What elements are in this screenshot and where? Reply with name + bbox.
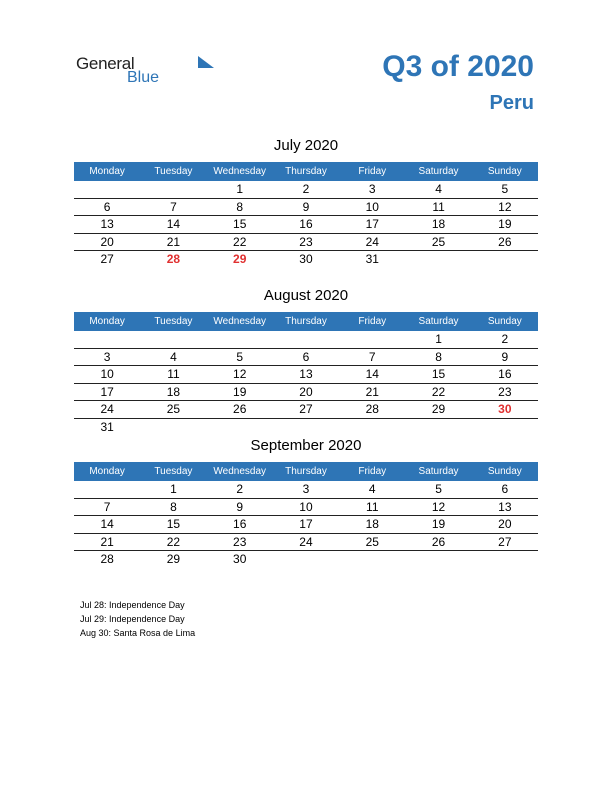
- holiday-note: Jul 28: Independence Day: [80, 600, 185, 610]
- day-cell: [405, 551, 471, 569]
- logo-word-general: General: [76, 54, 135, 73]
- weekday-label: Sunday: [487, 316, 522, 327]
- day-cell: 25: [166, 402, 181, 416]
- week-row: [74, 216, 538, 234]
- day-cell: 8: [435, 349, 442, 364]
- day-cell: 13: [498, 499, 512, 514]
- generalblue-logo: [76, 52, 176, 88]
- day-cell: 15: [166, 517, 181, 531]
- day-cell: 10: [299, 499, 313, 514]
- week-row: [74, 251, 538, 269]
- country-name: Peru: [489, 92, 534, 114]
- weekday-label: Thursday: [285, 166, 327, 177]
- day-cell: [140, 331, 206, 348]
- weekday-label: Friday: [358, 166, 387, 177]
- day-cell: 6: [103, 199, 111, 214]
- week-row: [74, 499, 538, 517]
- day-cell: 10: [100, 367, 114, 381]
- day-cell: 15: [233, 217, 247, 231]
- day-cell: [472, 419, 538, 437]
- page-title: Q3 of 2020: [382, 50, 534, 83]
- weekday-header: [74, 462, 538, 481]
- weekday-label: Saturday: [418, 316, 459, 327]
- day-cell: 6: [501, 482, 509, 496]
- weekday-header: [74, 312, 538, 331]
- day-cell: 12: [431, 499, 446, 514]
- week-row: [74, 331, 538, 349]
- weekday-label: Friday: [358, 466, 387, 477]
- day-cell: 4: [435, 182, 442, 196]
- day-cell: 31: [365, 252, 379, 266]
- day-cell: 16: [299, 217, 313, 231]
- weekday-label: Wednesday: [213, 166, 267, 177]
- day-cell: [273, 419, 339, 437]
- week-row: [74, 349, 538, 367]
- weekday-label: Sunday: [487, 166, 522, 177]
- holiday-note: Jul 29: Independence Day: [80, 614, 185, 624]
- day-cell: 7: [170, 199, 177, 214]
- day-cell: [339, 419, 405, 437]
- day-cell: [74, 181, 140, 198]
- day-cell: 22: [431, 384, 446, 399]
- day-cell: 5: [501, 182, 509, 196]
- day-cell: 1: [236, 182, 244, 196]
- day-cell: 3: [302, 482, 310, 496]
- day-cell: 17: [100, 384, 114, 399]
- day-cell: 4: [170, 349, 177, 364]
- holiday-day-cell: 29: [233, 252, 247, 266]
- day-cell: [74, 481, 140, 498]
- weekday-label: Tuesday: [154, 166, 193, 177]
- day-cell: 27: [100, 252, 114, 266]
- day-cell: 21: [166, 234, 181, 249]
- weekday-label: Thursday: [285, 466, 327, 477]
- day-cell: 15: [431, 367, 446, 381]
- day-cell: [207, 419, 273, 437]
- day-cell: 31: [100, 419, 114, 434]
- month-title: August 2020: [263, 287, 349, 304]
- day-cell: 1: [170, 482, 177, 496]
- month-title: September 2020: [250, 437, 362, 454]
- weekday-label: Saturday: [418, 166, 459, 177]
- day-cell: 5: [435, 482, 442, 496]
- day-cell: 9: [501, 349, 509, 364]
- holiday-day-cell: 28: [166, 252, 181, 266]
- holiday-notes: [80, 598, 195, 640]
- day-cell: 13: [299, 367, 313, 381]
- day-cell: 2: [302, 182, 310, 196]
- day-cell: 5: [236, 349, 244, 364]
- week-row: [74, 234, 538, 252]
- day-cell: [339, 331, 405, 348]
- day-cell: 9: [302, 199, 310, 214]
- day-cell: 18: [431, 217, 446, 231]
- weekday-label: Monday: [89, 316, 125, 327]
- day-cell: 22: [233, 234, 247, 249]
- day-cell: [207, 331, 273, 348]
- weekday-header: [74, 162, 538, 181]
- day-cell: 27: [498, 534, 512, 549]
- day-cell: 26: [233, 402, 247, 416]
- weekday-label: Monday: [89, 466, 125, 477]
- month-calendar: [74, 436, 538, 569]
- day-cell: 25: [365, 534, 379, 549]
- day-cell: 17: [299, 517, 313, 531]
- day-cell: 26: [431, 534, 446, 549]
- day-cell: 9: [236, 499, 244, 514]
- day-cell: 24: [299, 534, 313, 549]
- month-calendar: [74, 286, 538, 436]
- day-cell: 18: [365, 517, 379, 531]
- day-cell: 2: [501, 332, 509, 346]
- day-cell: [472, 551, 538, 569]
- day-cell: 14: [100, 517, 114, 531]
- weekday-label: Friday: [358, 316, 387, 327]
- day-cell: 30: [299, 252, 313, 266]
- holiday-day-cell: 30: [498, 402, 512, 416]
- day-cell: 7: [368, 349, 376, 364]
- week-row: [74, 481, 538, 499]
- day-cell: [472, 251, 538, 269]
- day-cell: 14: [166, 217, 181, 231]
- day-cell: 28: [365, 402, 379, 416]
- day-cell: 24: [365, 234, 379, 249]
- weekday-label: Monday: [89, 166, 125, 177]
- day-cell: 8: [236, 199, 244, 214]
- weekday-label: Sunday: [487, 466, 522, 477]
- day-cell: 1: [435, 332, 442, 346]
- day-cell: 21: [100, 534, 114, 549]
- day-cell: 11: [167, 367, 180, 381]
- day-cell: 23: [498, 384, 512, 399]
- day-cell: 3: [103, 349, 111, 364]
- day-cell: 3: [368, 182, 376, 196]
- day-cell: 20: [100, 234, 114, 249]
- week-row: [74, 384, 538, 402]
- day-cell: [74, 331, 140, 348]
- day-cell: 10: [365, 199, 379, 214]
- day-cell: 16: [233, 517, 247, 531]
- month-title: July 2020: [273, 137, 339, 154]
- day-cell: 20: [498, 517, 512, 531]
- day-cell: 23: [299, 234, 313, 249]
- weekday-label: Tuesday: [154, 316, 193, 327]
- week-row: [74, 366, 538, 384]
- day-cell: 16: [498, 367, 512, 381]
- day-cell: [339, 551, 405, 569]
- day-cell: 24: [100, 402, 114, 416]
- weekday-label: Thursday: [285, 316, 327, 327]
- weekday-label: Wednesday: [213, 316, 267, 327]
- day-cell: 29: [431, 402, 446, 416]
- month-calendar: [74, 136, 538, 269]
- week-row: [74, 199, 538, 217]
- day-cell: 25: [431, 234, 446, 249]
- day-cell: 4: [368, 482, 376, 496]
- day-cell: 23: [233, 534, 247, 549]
- day-cell: 8: [170, 499, 177, 514]
- day-cell: [405, 251, 471, 269]
- week-row: [74, 401, 538, 419]
- day-cell: 14: [365, 367, 379, 381]
- day-cell: [140, 181, 206, 198]
- weekday-label: Wednesday: [213, 466, 267, 477]
- day-cell: 12: [233, 367, 247, 381]
- day-cell: [140, 419, 206, 437]
- day-cell: 19: [431, 517, 446, 531]
- logo-triangle-icon: [138, 54, 216, 70]
- day-cell: 18: [166, 384, 181, 399]
- day-cell: 20: [299, 384, 313, 399]
- week-row: [74, 516, 538, 534]
- day-cell: 19: [498, 217, 512, 231]
- day-cell: 21: [365, 384, 379, 399]
- day-cell: 2: [236, 482, 244, 496]
- week-row: [74, 551, 538, 569]
- day-cell: [273, 331, 339, 348]
- day-cell: 6: [302, 349, 310, 364]
- day-cell: 11: [432, 199, 445, 214]
- day-cell: 30: [233, 552, 247, 566]
- week-row: [74, 419, 538, 437]
- day-cell: 19: [233, 384, 247, 399]
- day-cell: 12: [498, 199, 512, 214]
- day-cell: 17: [365, 217, 379, 231]
- weekday-label: Saturday: [418, 466, 459, 477]
- day-cell: 13: [100, 217, 114, 231]
- day-cell: 7: [103, 499, 111, 514]
- week-row: [74, 534, 538, 552]
- week-row: [74, 181, 538, 199]
- day-cell: 22: [166, 534, 181, 549]
- day-cell: [273, 551, 339, 569]
- day-cell: 29: [166, 552, 181, 566]
- day-cell: 27: [299, 402, 313, 416]
- day-cell: 11: [366, 499, 379, 514]
- weekday-label: Tuesday: [154, 466, 193, 477]
- holiday-note: Aug 30: Santa Rosa de Lima: [80, 628, 196, 638]
- day-cell: [405, 419, 471, 437]
- day-cell: 28: [100, 552, 114, 566]
- logo-word-blue: Blue: [127, 69, 160, 86]
- day-cell: 26: [498, 234, 512, 249]
